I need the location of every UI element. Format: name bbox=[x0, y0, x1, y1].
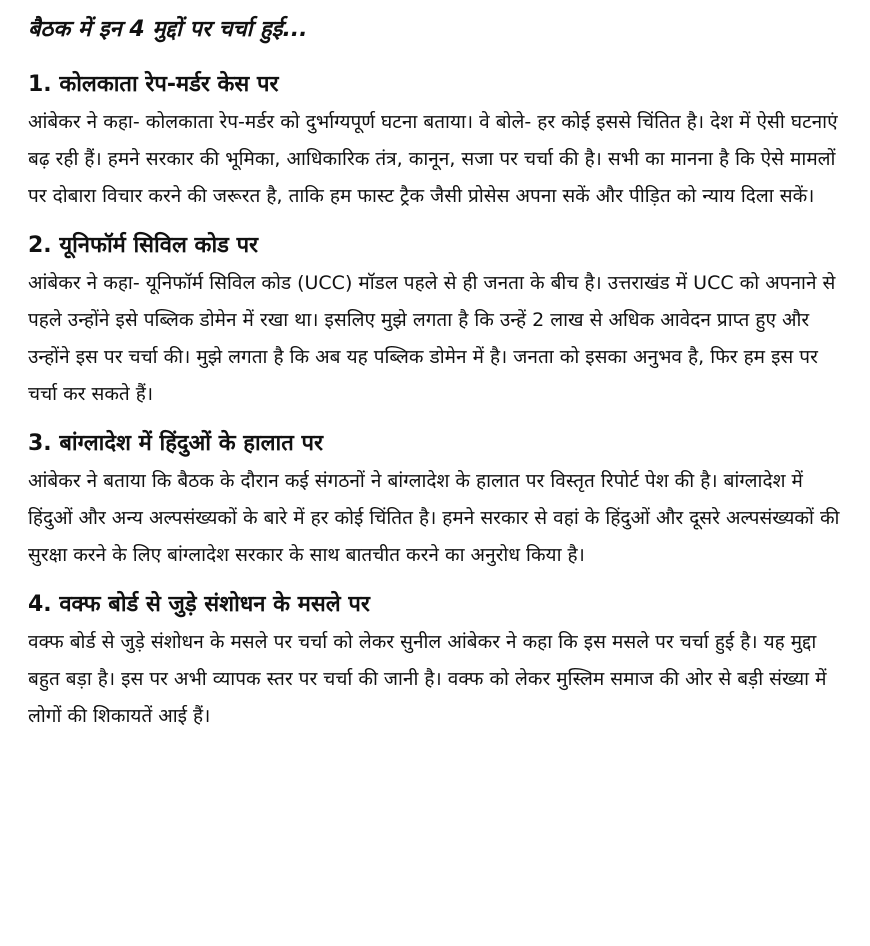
section-body: आंबेकर ने बताया कि बैठक के दौरान कई संगठनों ने बांग्लादेश के हालात पर विस्तृत रिपोर्ट पेश की है। बांग्लादेश में हिंदुओं और अन्य अल्पसंख्यकों के बारे में हर कोई चिंतित है। हमने सरकार से वहां के हिंदुओं और दूसरे अल्पसंख्यकों की सुरक्षा करने के लिए बांग्लादेश सरकार के साथ बातचीत करने का अनुरोध किया है। bbox=[28, 470, 840, 566]
section-title: 2. यूनिफॉर्म सिविल कोड पर bbox=[28, 233, 259, 258]
section-body: आंबेकर ने कहा- यूनिफॉर्म सिविल कोड (UCC) मॉडल पहले से ही जनता के बीच है। उत्तराखंड में UCC को अपनाने से पहले उन्होंने इसे पब्लिक डोमेन में रखा था। इसलिए मुझे लगता है कि उन्हें 2 लाख से अधिक आवेदन प्राप्त हुए और उन्होंने इस पर चर्चा की। मुझे लगता है कि अब यह पब्लिक डोमेन में है। जनता को इसका अनुभव है, फिर हम इस पर चर्चा कर सकते हैं। bbox=[28, 272, 836, 405]
section-bangladesh bbox=[28, 427, 848, 574]
section-title: 3. बांग्लादेश में हिंदुओं के हालात पर bbox=[28, 431, 323, 456]
intro-heading: बैठक में इन 4 मुद्दों पर चर्चा हुई... bbox=[28, 17, 308, 42]
section-body: आंबेकर ने कहा- कोलकाता रेप-मर्डर को दुर्भाग्यपूर्ण घटना बताया। वे बोले- हर कोई इससे चिंतित है। देश में ऐसी घटनाएं बढ़ रही हैं। हमने सरकार की भूमिका, आधिकारिक तंत्र, कानून, सजा पर चर्चा की है। सभी का मानना है कि ऐसे मामलों पर दोबारा विचार करने की जरूरत है, ताकि हम फास्ट ट्रैक जैसी प्रोसेस अपना सकें और पीड़ित को न्याय दिला सकें। bbox=[28, 111, 838, 207]
section-title: 4. वक्फ बोर्ड से जुड़े संशोधन के मसले पर bbox=[28, 592, 370, 617]
section-body: वक्फ बोर्ड से जुड़े संशोधन के मसले पर चर्चा को लेकर सुनील आंबेकर ने कहा कि इस मसले पर चर्चा हुई है। यह मुद्दा बहुत बड़ा है। इस पर अभी व्यापक स्तर पर चर्चा की जानी है। वक्फ को लेकर मुस्लिम समाज की ओर से बड़ी संख्या में लोगों की शिकायतें आई हैं। bbox=[28, 631, 827, 727]
section-kolkata-case bbox=[28, 68, 848, 215]
section-title: 1. कोलकाता रेप-मर्डर केस पर bbox=[28, 72, 279, 97]
section-waqf-board bbox=[28, 588, 848, 735]
section-ucc bbox=[28, 229, 848, 413]
